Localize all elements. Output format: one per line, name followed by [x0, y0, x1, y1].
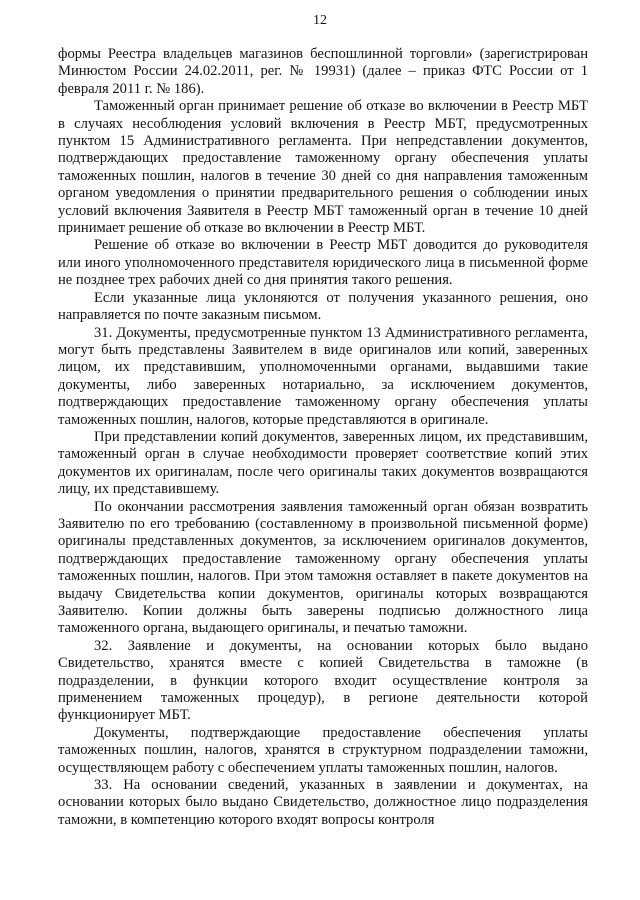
paragraph-item-31: 31. Документы, предусмотренные пунктом 13 Административного регламента, могут быть представлены Заявителем в виде оригиналов или копий, заверенных лицом, их представившим, уполномоченными органами, выдавшими такие документы, либо заверенных нотариально, за исключением документов, подтверждающих предоставление таможенному органу обеспечения уплаты таможенных пошлин, налогов, которые представляются в оригинале. — [58, 324, 588, 428]
paragraph: Таможенный орган принимает решение об отказе во включении в Реестр МБТ в случаях несоблюдения условий включения в Реестр МБТ, предусмотренных пунктом 15 Административного регламента. При непредставлении документов, подтверждающих предоставление таможенному органу обеспечения уплаты таможенных пошлин, налогов в течение 30 дней со дня направления таможенным органом уведомления о принятии предварительного решения о соблюдении иных условий включения Заявителя в Реестр МБТ таможенный орган в течение 10 дней принимает решение об отказе во включении в Реестр МБТ. — [58, 98, 588, 237]
paragraph-continuation: формы Реестра владельцев магазинов беспошлинной торговли» (зарегистрирован Минюстом России 24.02.2011, рег. № 19931) (далее – приказ ФТС России от 1 февраля 2011 г. № 186). — [58, 46, 588, 97]
paragraph-item-32: 32. Заявление и документы, на основании которых было выдано Свидетельство, хранятся вместе с копией Свидетельства в таможне (в подразделении, в функции которого входит осуществление контроля за применением таможенных процедур), в регионе деятельности которой функционирует МБТ. — [58, 637, 588, 724]
document-body — [58, 46, 588, 829]
page-number: 12 — [313, 13, 327, 28]
paragraph-item-33: 33. На основании сведений, указанных в заявлении и документах, на основании которых было выдано Свидетельство, должностное лицо подразделения таможни, в компетенцию которого входят вопросы контроля — [58, 777, 588, 828]
paragraph: Решение об отказе во включении в Реестр МБТ доводится до руководителя или иного уполномоченного представителя юридического лица в письменной форме не позднее трех рабочих дней со дня принятия такого решения. — [58, 237, 588, 289]
paragraph: Если указанные лица уклоняются от получения указанного решения, оно направляется по почте заказным письмом. — [58, 289, 588, 324]
paragraph: По окончании рассмотрения заявления таможенный орган обязан возвратить Заявителю по его требованию (составленному в произвольной письменной форме) оригиналы представленных документов, за исключением оригиналов документов, подтверждающих предоставление таможенному органу обеспечения уплаты таможенных пошлин, налогов. При этом таможня оставляет в пакете документов на выдачу Свидетельства копии документов, оригиналы которых возвращаются Заявителю. Копии должны быть заверены подписью должностного лица таможенного органа, выдающего оригиналы, и печатью таможни. — [58, 498, 588, 637]
paragraph: Документы, подтверждающие предоставление обеспечения уплаты таможенных пошлин, налогов, хранятся в структурном подразделении таможни, осуществляющем работу с обеспечением уплаты таможенных пошлин, налогов. — [58, 724, 588, 776]
paragraph: При представлении копий документов, заверенных лицом, их представившим, таможенный орган в случае необходимости проверяет соответствие копий этих документов их оригиналам, после чего оригиналы таких документов возвращаются лицу, их представившему. — [58, 428, 588, 498]
